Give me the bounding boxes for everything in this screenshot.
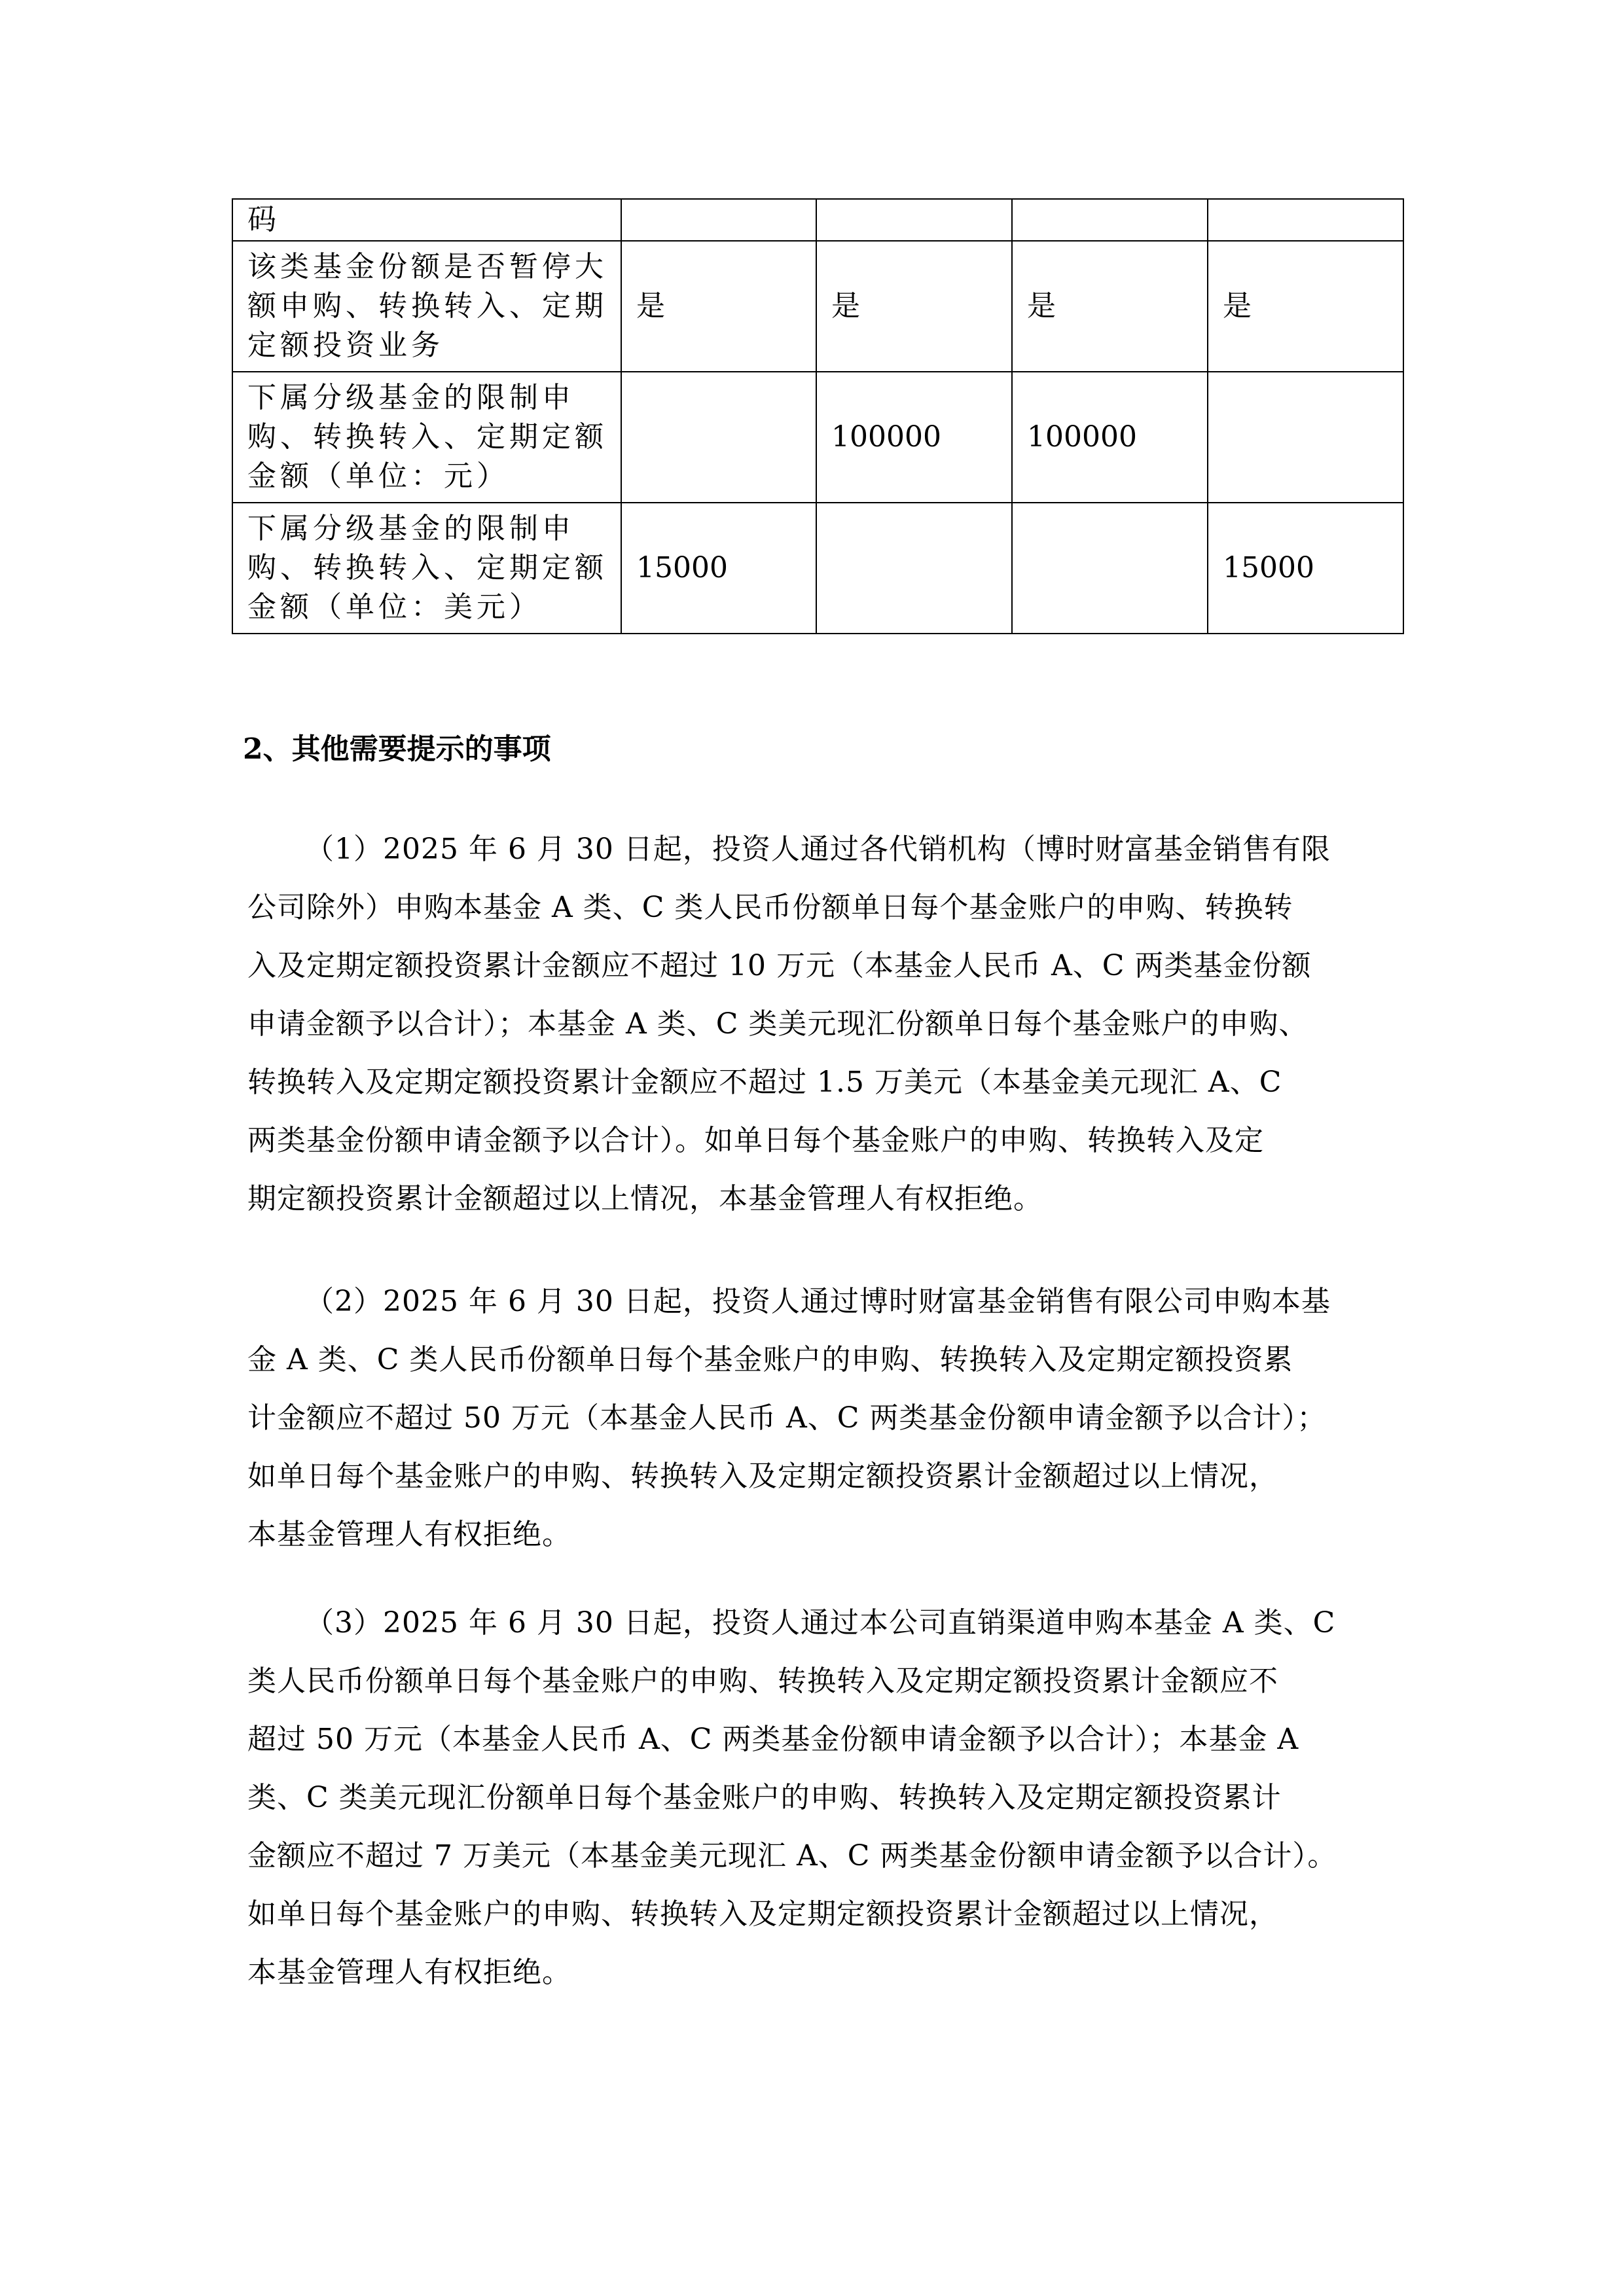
row-label: 码 <box>232 199 621 241</box>
section-heading: 2、其他需要提示的事项 <box>243 732 551 766</box>
paragraph-line: （3）2025 年 6 月 30 日起，投资人通过本公司直销渠道申购本基金 A 类、C <box>305 1606 1336 1640</box>
paragraph-1 <box>247 820 1393 1228</box>
table-cell: 100000 <box>816 372 1012 503</box>
table-cell: 是 <box>621 241 816 372</box>
table-cell: 15000 <box>621 503 816 634</box>
paragraph-line: 本基金管理人有权拒绝。 <box>247 1518 571 1551</box>
paragraph-line: 两类基金份额申请金额予以合计）。如单日每个基金账户的申购、转换转入及定 <box>247 1124 1264 1157</box>
table-cell: 是 <box>816 241 1012 372</box>
table-cell <box>816 503 1012 634</box>
table-cell <box>1208 199 1403 241</box>
table-cell: 15000 <box>1208 503 1403 634</box>
paragraph-line: 类、C 类美元现汇份额单日每个基金账户的申购、转换转入及定期定额投资累计 <box>247 1781 1282 1814</box>
table-row <box>232 503 1403 634</box>
table-row <box>232 372 1403 503</box>
paragraph-3 <box>247 1594 1393 2001</box>
paragraph-line: 如单日每个基金账户的申购、转换转入及定期定额投资累计金额超过以上情况， <box>247 1897 1278 1931</box>
paragraph-line: 入及定期定额投资累计金额应不超过 10 万元（本基金人民币 A、C 两类基金份额 <box>247 949 1312 982</box>
table-row <box>232 241 1403 372</box>
table-row <box>232 199 1403 241</box>
row-label: 下属分级基金的限制申购、转换转入、定期定额金额（单位：美元） <box>232 503 621 634</box>
table-cell: 是 <box>1208 241 1403 372</box>
paragraph-line: （1）2025 年 6 月 30 日起，投资人通过各代销机构（博时财富基金销售有限 <box>305 833 1331 866</box>
paragraph-line: 本基金管理人有权拒绝。 <box>247 1956 571 1989</box>
table-cell <box>1012 199 1208 241</box>
paragraph-2 <box>247 1272 1393 1564</box>
fund-limit-table <box>232 198 1404 634</box>
paragraph-line: 期定额投资累计金额超过以上情况，本基金管理人有权拒绝。 <box>247 1182 1043 1215</box>
paragraph-line: 超过 50 万元（本基金人民币 A、C 两类基金份额申请金额予以合计）；本基金 A <box>247 1723 1299 1756</box>
paragraph-line: 转换转入及定期定额投资累计金额应不超过 1.5 万美元（本基金美元现汇 A、C <box>247 1066 1282 1099</box>
paragraph-line: 计金额应不超过 50 万元（本基金人民币 A、C 两类基金份额申请金额予以合计）； <box>247 1401 1327 1435</box>
table-cell <box>816 199 1012 241</box>
paragraph-line: 金额应不超过 7 万美元（本基金美元现汇 A、C 两类基金份额申请金额予以合计）。 <box>247 1839 1337 1873</box>
table-cell <box>621 199 816 241</box>
table-cell: 是 <box>1012 241 1208 372</box>
table-cell <box>1012 503 1208 634</box>
row-label: 下属分级基金的限制申购、转换转入、定期定额金额（单位：元） <box>232 372 621 503</box>
paragraph-line: 公司除外）申购本基金 A 类、C 类人民币份额单日每个基金账户的申购、转换转 <box>247 891 1293 924</box>
table-cell <box>621 372 816 503</box>
paragraph-line: 如单日每个基金账户的申购、转换转入及定期定额投资累计金额超过以上情况， <box>247 1460 1278 1493</box>
row-label: 该类基金份额是否暂停大额申购、转换转入、定期定额投资业务 <box>232 241 621 372</box>
paragraph-line: 金 A 类、C 类人民币份额单日每个基金账户的申购、转换转入及定期定额投资累 <box>247 1343 1293 1376</box>
paragraph-line: 申请金额予以合计）；本基金 A 类、C 类美元现汇份额单日每个基金账户的申购、 <box>247 1007 1308 1041</box>
paragraph-line: 类人民币份额单日每个基金账户的申购、转换转入及定期定额投资累计金额应不 <box>247 1664 1278 1698</box>
paragraph-line: （2）2025 年 6 月 30 日起，投资人通过博时财富基金销售有限公司申购本基 <box>305 1285 1331 1318</box>
table-cell: 100000 <box>1012 372 1208 503</box>
table-cell <box>1208 372 1403 503</box>
